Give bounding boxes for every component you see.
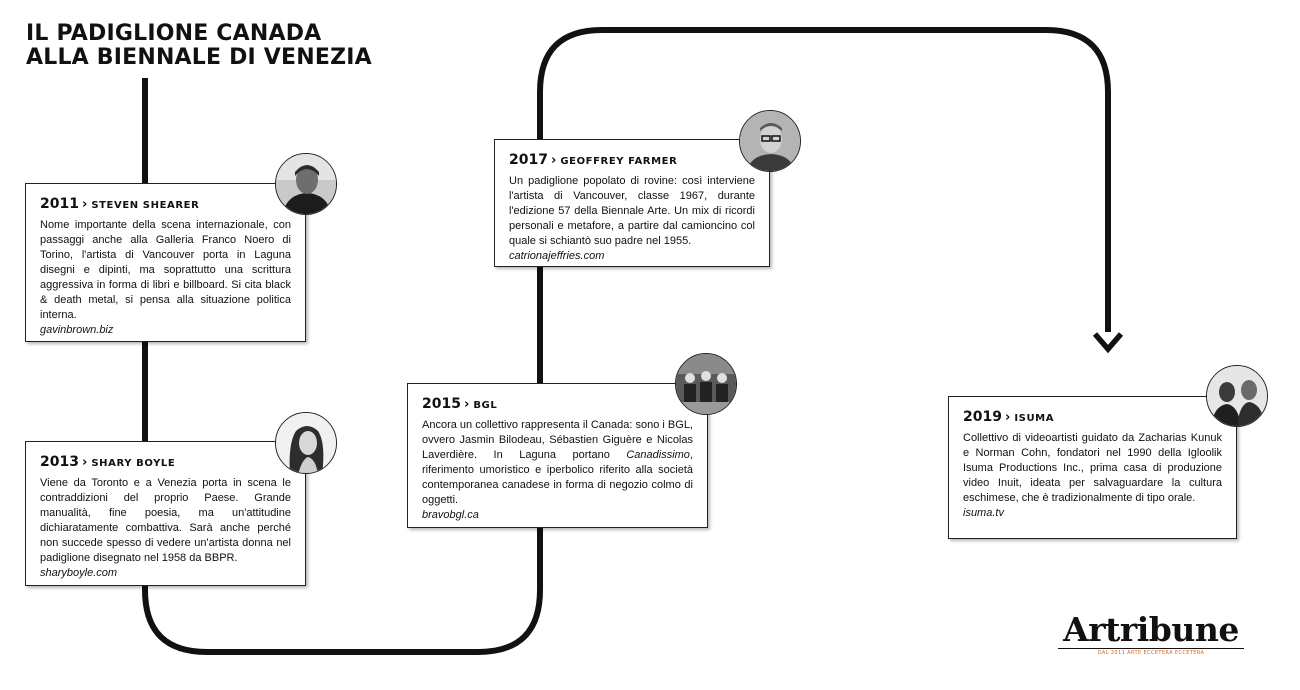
portrait-image <box>740 111 801 172</box>
artribune-logo <box>1058 612 1244 657</box>
timeline-card-2011 <box>25 183 306 342</box>
portrait-image <box>676 354 737 415</box>
timeline-card-2015 <box>407 383 708 528</box>
card-year: 2019 <box>963 409 1002 425</box>
portrait-bgl <box>675 353 737 415</box>
card-year: 2011 <box>40 196 79 212</box>
card-year: 2013 <box>40 454 79 470</box>
description-text: , riferimento umoristico e iperbolico riferito alla società contemporanea canadese in forma di negozio colmo di oggetti. <box>422 449 693 506</box>
card-heading <box>40 454 291 472</box>
logo-wordmark: Artribune <box>1063 610 1239 649</box>
card-year: 2015 <box>422 396 461 412</box>
timeline-card-2019 <box>948 396 1237 539</box>
portrait-image <box>1207 366 1268 427</box>
card-website: catrionajeffries.com <box>509 250 605 262</box>
card-description: Nome importante della scena internazionale, con passaggi anche alla Galleria Franco Noero di Torino, l'artista di Vancouver porta in Laguna disegni e dipinti, ma soprattutto una scrittura aggressiva in forma di libri e billboard. Si cita black & death metal, si pensa alla situazione politica interna. <box>40 219 291 321</box>
description-text: Ancora un collettivo rappresenta il Canada: sono i BGL, ovvero Jasmin Bilodeau, Sébastien Giguère e Nicolas Laverdière. In Laguna portano <box>422 419 693 461</box>
chevron-right-icon: › <box>1004 410 1011 425</box>
card-description: Viene da Toronto e a Venezia porta in scena le contraddizioni del proprio Paese. Grande manualità, fine poesia, ma un'attitudine dichiaratamente combattiva. Sarà anche perché non succede spesso di vedere un'artista donna nel padiglione disegnato nel 1958 da BBPR. <box>40 477 291 564</box>
card-artist: SHARY BOYLE <box>91 458 176 469</box>
chevron-right-icon: › <box>81 197 88 212</box>
card-website: bravobgl.ca <box>422 509 479 521</box>
timeline-card-2013 <box>25 441 306 586</box>
portrait-shary-boyle <box>275 412 337 474</box>
title-line-2: ALLA BIENNALE DI VENEZIA <box>26 45 372 70</box>
card-website: sharyboyle.com <box>40 567 118 579</box>
card-description: Un padiglione popolato di rovine: così interviene l'artista di Vancouver, classe 1967, durante l'edizione 57 della Biennale Arte. Un mix di ricordi personali e metafore, a partire dal camioncino col quale si schiantò suo padre nel 1955. <box>509 175 755 247</box>
card-artist: BGL <box>473 400 498 411</box>
timeline-card-2017 <box>494 139 770 267</box>
card-description: Collettivo di videoartisti guidato da Zacharias Kunuk e Norman Cohn, fondatori nel 1990 della Igloolik Isuma Productions Inc., prima casa di produzione video Inuit, ideata per salvaguardare la cultura eschimese, che è tradizionalmente di tipo orale. <box>963 432 1222 504</box>
chevron-right-icon: › <box>81 455 88 470</box>
portrait-steven-shearer <box>275 153 337 215</box>
chevron-right-icon: › <box>463 397 470 412</box>
card-description <box>422 418 693 508</box>
title-line-1: IL PADIGLIONE CANADA <box>26 21 322 46</box>
card-artist: STEVEN SHEARER <box>91 200 200 211</box>
card-website: gavinbrown.biz <box>40 324 114 336</box>
card-heading <box>509 152 755 170</box>
card-heading <box>422 396 693 414</box>
logo-tagline: DAL 2011 ARTE ECCETERA ECCETERA <box>1058 648 1244 657</box>
card-heading <box>963 409 1222 427</box>
work-title: Canadissimo <box>626 449 690 461</box>
card-year: 2017 <box>509 152 548 168</box>
portrait-isuma <box>1206 365 1268 427</box>
card-artist: GEOFFREY FARMER <box>560 156 678 167</box>
portrait-geoffrey-farmer <box>739 110 801 172</box>
portrait-image <box>276 413 337 474</box>
card-website: isuma.tv <box>963 507 1004 519</box>
card-artist: ISUMA <box>1014 413 1055 424</box>
portrait-image <box>276 154 337 215</box>
arrow-down-icon <box>1095 334 1121 349</box>
chevron-right-icon: › <box>550 153 557 168</box>
card-heading <box>40 196 291 214</box>
